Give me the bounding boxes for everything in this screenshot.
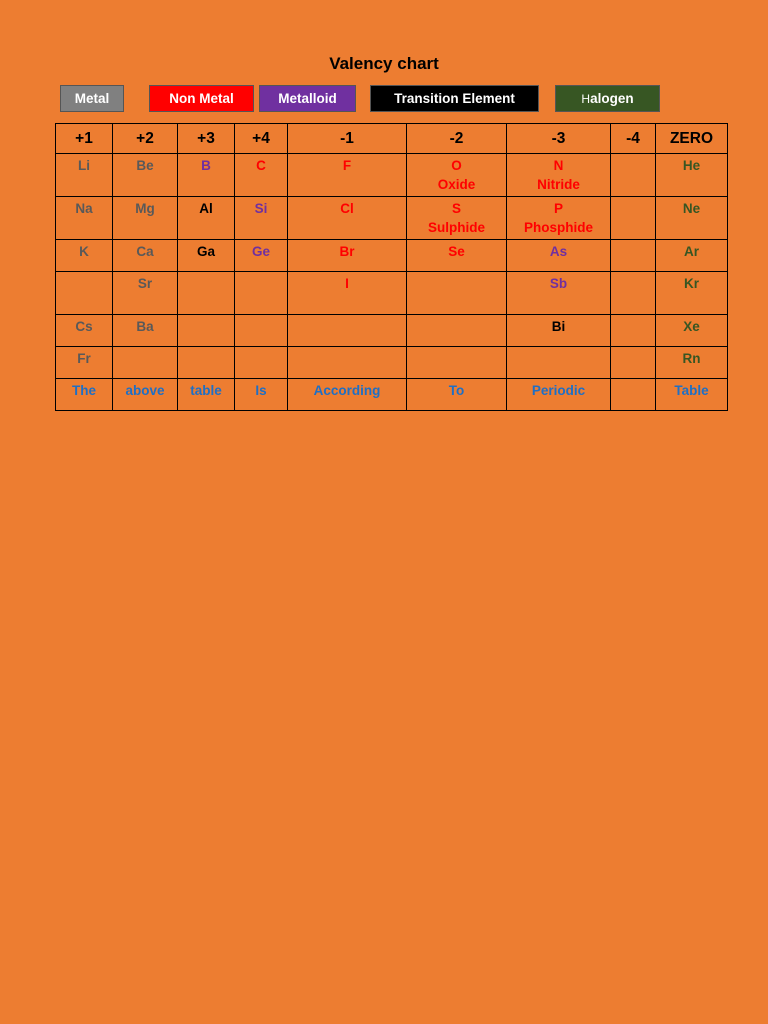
footer-cell: Table [656,379,728,411]
element-symbol: Sb [549,276,568,291]
legend-metal-label: Metal [74,91,110,106]
legend-non-metal [149,85,254,112]
element-symbol: Ne [682,201,701,216]
element-cell [235,240,288,272]
element-cell [407,272,507,315]
footer-cell: above [113,379,178,411]
element-symbol: Mg [135,201,155,216]
footer-row [56,379,728,411]
header-cell: -1 [288,124,407,154]
footer-cell: The [56,379,113,411]
header-cell: +1 [56,124,113,154]
element-symbol: F [342,158,352,173]
element-symbol: O [451,158,462,173]
element-cell [235,272,288,315]
compound-name: Oxide [437,177,476,192]
element-cell [407,154,507,197]
header-cell: +3 [178,124,235,154]
element-symbol: Ga [196,244,215,259]
element-cell [56,272,113,315]
element-symbol: Br [339,244,355,259]
compound-name: Phosphide [523,220,593,235]
element-cell [178,315,235,347]
element-cell [507,272,611,315]
table-row [56,197,728,240]
element-cell [56,197,113,240]
element-symbol: N [553,158,564,173]
element-cell [507,197,611,240]
table-row [56,315,728,347]
header-row [56,124,728,154]
element-cell [611,347,656,379]
element-symbol: Li [78,158,90,173]
footer-cell: Is [235,379,288,411]
element-cell [235,315,288,347]
element-cell [288,197,407,240]
element-symbol: Ca [136,244,154,259]
element-cell [113,197,178,240]
element-cell [611,197,656,240]
element-symbol: Ge [251,244,270,259]
element-cell [113,240,178,272]
element-cell [235,197,288,240]
element-cell [113,315,178,347]
compound-name: Sulphide [428,220,485,235]
footer-cell: According [288,379,407,411]
element-cell [611,240,656,272]
footer-cell: Periodic [507,379,611,411]
element-cell [288,347,407,379]
element-symbol: Rn [682,351,701,366]
element-symbol: Fr [77,351,91,366]
footer-cell: table [178,379,235,411]
element-cell [178,240,235,272]
element-cell [113,154,178,197]
element-symbol: Be [136,158,154,173]
element-symbol: As [549,244,568,259]
footer-cell: To [407,379,507,411]
legend-metalloid-label: Metalloid [278,91,337,106]
page-title: Valency chart [329,54,439,73]
element-symbol: Cl [340,201,354,216]
element-cell [507,240,611,272]
element-symbol: Bi [551,319,566,334]
table-row [56,347,728,379]
element-symbol: Ba [136,319,154,334]
element-cell [235,347,288,379]
element-cell [288,272,407,315]
element-symbol: Na [75,201,93,216]
header-cell: -2 [407,124,507,154]
element-symbol: Xe [683,319,700,334]
header-cell: -3 [507,124,611,154]
element-symbol: Kr [683,276,699,291]
element-cell [235,154,288,197]
table-row [56,272,728,315]
element-cell [656,347,728,379]
element-symbol: Si [254,201,268,216]
element-cell [656,315,728,347]
element-cell [507,315,611,347]
legend-non-metal-label: Non Metal [169,91,234,106]
element-cell [407,315,507,347]
element-symbol: He [682,158,701,173]
element-symbol: S [451,201,461,216]
element-cell [407,240,507,272]
element-cell [611,315,656,347]
element-cell [407,197,507,240]
legend-halogen-initial: H [581,91,591,106]
legend-halogen-label: alogen [590,91,634,106]
compound-name: Nitride [537,177,580,192]
element-cell [56,154,113,197]
element-cell [656,272,728,315]
element-cell [113,272,178,315]
header-cell: +2 [113,124,178,154]
element-cell [178,272,235,315]
element-symbol: Se [448,244,465,259]
element-cell [56,347,113,379]
element-cell [507,154,611,197]
legend-transition-element [370,85,539,112]
element-cell [178,347,235,379]
element-symbol: K [79,244,89,259]
element-symbol: Cs [75,319,93,334]
header-cell: -4 [611,124,656,154]
element-cell [407,347,507,379]
element-symbol: Ar [683,244,699,259]
table-row [56,154,728,197]
element-cell [507,347,611,379]
element-cell [113,347,178,379]
element-cell [178,197,235,240]
element-cell [56,315,113,347]
element-symbol: C [256,158,266,173]
legend-transition-label: Transition Element [394,91,515,106]
element-cell [288,240,407,272]
element-cell [656,240,728,272]
element-cell [56,240,113,272]
element-cell [611,154,656,197]
element-cell [288,315,407,347]
element-symbol: Sr [137,276,153,291]
element-cell [178,154,235,197]
footer-cell [611,379,656,411]
valency-table [55,123,728,411]
table-row [56,240,728,272]
element-symbol: I [345,276,349,291]
header-cell: ZERO [656,124,728,154]
element-symbol: P [553,201,563,216]
legend-metal [60,85,124,112]
element-symbol: B [201,158,211,173]
element-cell [656,197,728,240]
element-symbol: Al [199,201,213,216]
header-cell: +4 [235,124,288,154]
element-cell [656,154,728,197]
legend-halogen [555,85,660,112]
element-cell [288,154,407,197]
legend-metalloid [259,85,356,112]
element-cell [611,272,656,315]
